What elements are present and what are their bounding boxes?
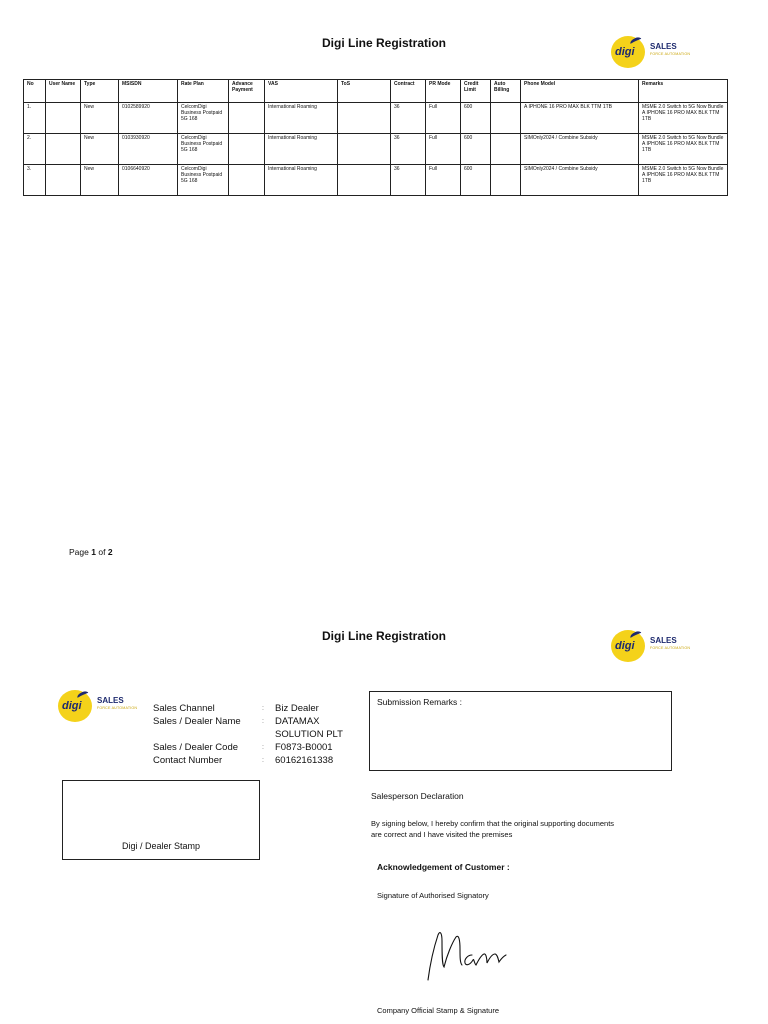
col-header: Auto Billing — [491, 80, 521, 103]
logo-brand: digi — [615, 640, 635, 652]
acknowledgement-title: Acknowledgement of Customer : — [377, 862, 510, 872]
table-cell: New — [81, 165, 119, 196]
col-header: Contract — [391, 80, 426, 103]
table-cell: International Roaming — [265, 103, 338, 134]
registration-table — [23, 79, 728, 196]
value-dealer-code: F0873-B0001 — [275, 742, 333, 753]
table-cell: 600 — [461, 103, 491, 134]
page-current: 1 — [91, 547, 96, 557]
table-cell — [46, 134, 81, 165]
logo-sub: FORCE AUTOMATION — [97, 706, 138, 710]
table-cell — [338, 103, 391, 134]
digi-sales-logo-small — [58, 688, 144, 724]
table-cell: MSME 2.0 Switch to 5G Now Bundle A IPHONE 16 PRO MAX BLK TTM 1TB — [639, 165, 728, 196]
salesperson-declaration-text-1: By signing below, I hereby confirm that the original supporting documents — [371, 819, 615, 828]
company-stamp-label: Company Official Stamp & Signature — [377, 1006, 500, 1015]
digi-sales-logo — [611, 34, 697, 70]
table-cell — [229, 134, 265, 165]
label-sales-channel: Sales Channel — [153, 703, 215, 714]
table-cell — [46, 103, 81, 134]
table-row — [24, 134, 728, 165]
table-cell: International Roaming — [265, 165, 338, 196]
table-cell: 36 — [391, 165, 426, 196]
value-sales-channel: Biz Dealer — [275, 703, 319, 714]
col-header: User Name — [46, 80, 81, 103]
table-cell: CelcomDigi Business Postpaid 5G 168 — [178, 134, 229, 165]
table-cell — [491, 134, 521, 165]
salesperson-declaration-title: Salesperson Declaration — [371, 791, 464, 801]
table-cell: CelcomDigi Business Postpaid 5G 168 — [178, 165, 229, 196]
table-row — [24, 103, 728, 134]
table-cell: 36 — [391, 103, 426, 134]
value-dealer-name: DATAMAX — [275, 716, 320, 727]
sales-info-separators — [262, 702, 264, 767]
table-cell — [491, 103, 521, 134]
col-header: No — [24, 80, 46, 103]
separator: : — [262, 718, 264, 725]
table-cell: Full — [426, 103, 461, 134]
table-cell: Full — [426, 134, 461, 165]
logo-brand: digi — [62, 700, 82, 712]
table-cell — [338, 134, 391, 165]
page-number — [69, 547, 113, 557]
col-header: VAS — [265, 80, 338, 103]
table-cell: CelcomDigi Business Postpaid 5G 168 — [178, 103, 229, 134]
logo-sub: FORCE AUTOMATION — [650, 52, 691, 56]
col-header: ToS — [338, 80, 391, 103]
submission-remarks-label: Submission Remarks : — [377, 697, 463, 707]
table-cell: International Roaming — [265, 134, 338, 165]
table-cell: MSME 2.0 Switch to 5G Now Bundle A IPHONE 16 PRO MAX BLK TTM 1TB — [639, 103, 728, 134]
col-header: PR Mode — [426, 80, 461, 103]
logo-sales: SALES — [650, 636, 677, 645]
table-cell: 3. — [24, 165, 46, 196]
table-row — [24, 165, 728, 196]
table-cell: 0102589920 — [119, 103, 178, 134]
digi-sales-logo — [611, 628, 697, 664]
salesperson-declaration-text-2: are correct and I have visited the premises — [371, 830, 513, 839]
table-cell — [229, 103, 265, 134]
label-dealer-code: Sales / Dealer Code — [153, 742, 239, 753]
table-cell — [491, 165, 521, 196]
logo-sales: SALES — [97, 696, 124, 705]
table-cell: 600 — [461, 134, 491, 165]
table-cell: SIMOnly2024 / Combine Subsidy — [521, 134, 639, 165]
table-cell: A IPHONE 16 PRO MAX BLK TTM 1TB — [521, 103, 639, 134]
handwritten-signature — [420, 925, 535, 985]
table-cell: 2. — [24, 134, 46, 165]
dealer-stamp-box — [62, 780, 260, 860]
table-cell: 0103930920 — [119, 134, 178, 165]
logo-brand: digi — [615, 46, 635, 58]
table-cell: New — [81, 134, 119, 165]
col-header: Rate Plan — [178, 80, 229, 103]
table-cell: 36 — [391, 134, 426, 165]
table-cell — [229, 165, 265, 196]
page1-title: Digi Line Registration — [321, 36, 446, 50]
page-of: of — [98, 547, 106, 557]
table-cell — [338, 165, 391, 196]
signature-label: Signature of Authorised Signatory — [377, 891, 489, 900]
separator: : — [262, 744, 264, 751]
table-cell: SIMOnly2024 / Combine Subsidy — [521, 165, 639, 196]
sales-info-values — [275, 702, 343, 767]
col-header: Advance Payment — [229, 80, 265, 103]
table-cell: 1. — [24, 103, 46, 134]
submission-remarks-box — [369, 691, 672, 771]
value-contact-number: 60162161338 — [275, 755, 334, 766]
col-header: Phone Model — [521, 80, 639, 103]
col-header: Remarks — [639, 80, 728, 103]
page-label: Page — [69, 547, 89, 557]
col-header: Type — [81, 80, 119, 103]
table-cell: MSME 2.0 Switch to 5G Now Bundle A IPHONE 16 PRO MAX BLK TTM 1TB — [639, 134, 728, 165]
dealer-stamp-label: Digi / Dealer Stamp — [121, 841, 201, 851]
logo-sub: FORCE AUTOMATION — [650, 646, 691, 650]
label-dealer-name: Sales / Dealer Name — [153, 716, 241, 727]
col-header: MSISDN — [119, 80, 178, 103]
table-cell: Full — [426, 165, 461, 196]
table-cell: 600 — [461, 165, 491, 196]
logo-sales: SALES — [650, 42, 677, 51]
table-cell — [46, 165, 81, 196]
sales-info-labels — [153, 702, 241, 767]
table-header — [24, 80, 728, 103]
col-header: Credit Limit — [461, 80, 491, 103]
page-total: 2 — [107, 547, 113, 557]
separator: : — [262, 757, 264, 764]
label-blank — [153, 728, 241, 741]
table-cell: New — [81, 103, 119, 134]
separator: : — [262, 705, 264, 712]
value-dealer-name-cont: SOLUTION PLT — [275, 729, 343, 740]
table-cell: 0106640920 — [119, 165, 178, 196]
table-header-row — [24, 80, 728, 103]
label-contact-number: Contact Number — [153, 755, 223, 766]
page2-title: Digi Line Registration — [321, 629, 446, 643]
